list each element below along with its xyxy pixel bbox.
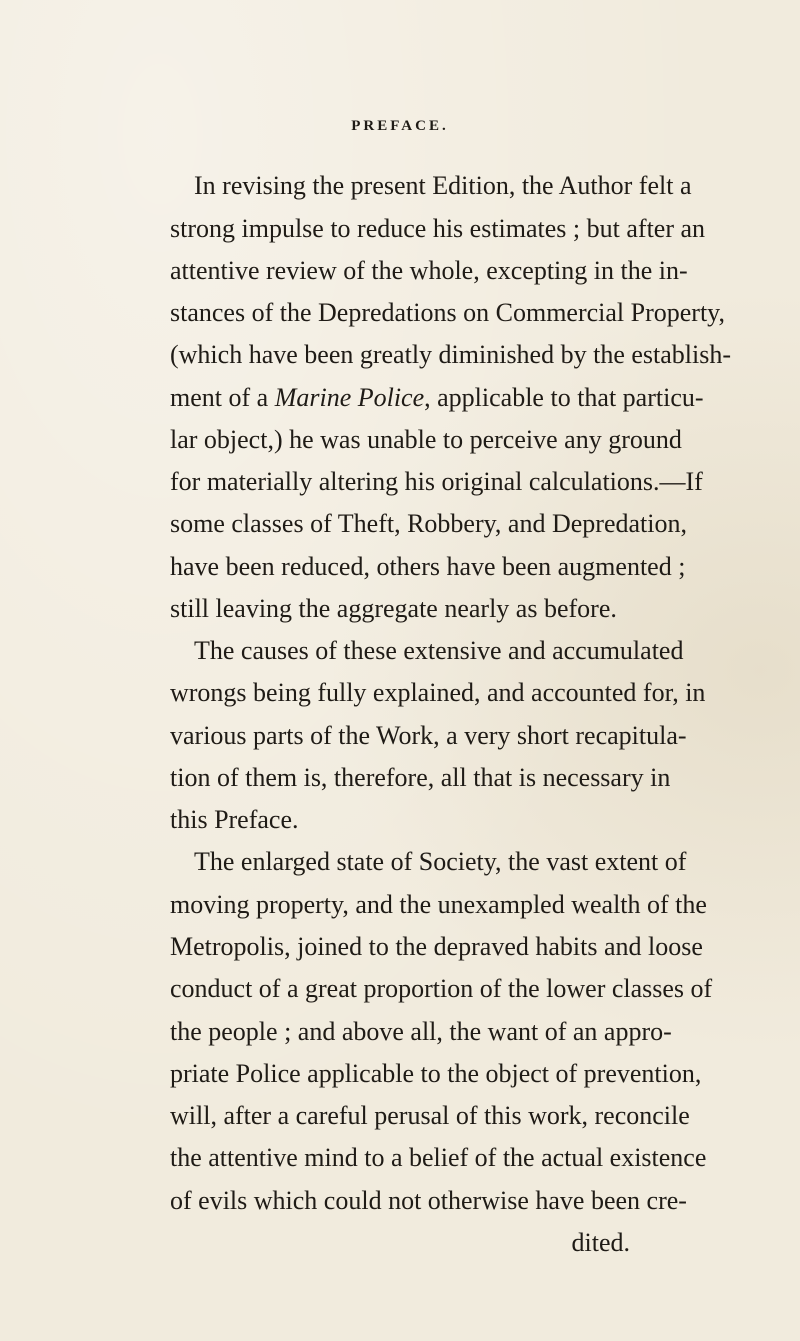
text-line: for materially altering his original calculations.—If [170, 467, 703, 496]
text-line: will, after a careful perusal of this work, reconcile [170, 1101, 690, 1130]
text-line: Metropolis, joined to the depraved habits and loose [170, 932, 703, 961]
text-line: The enlarged state of Society, the vast extent of [194, 847, 687, 876]
text-line: priate Police applicable to the object of prevention, [170, 1059, 702, 1088]
page-heading: PREFACE. [351, 118, 449, 134]
text-line [170, 382, 704, 414]
text-segment: ment of a [170, 383, 275, 412]
text-line: conduct of a great proportion of the lower classes of [170, 974, 713, 1003]
text-line: The causes of these extensive and accumulated [194, 636, 684, 665]
text-segment: , applicable to that particu- [424, 383, 704, 412]
text-line: strong impulse to reduce his estimates ; but after an [170, 214, 706, 243]
text-line: some classes of Theft, Robbery, and Depredation, [170, 509, 687, 538]
text-line: wrongs being fully explained, and accounted for, in [170, 678, 706, 707]
text-line: various parts of the Work, a very short recapitula- [170, 721, 687, 750]
text-line: (which have been greatly diminished by the establish- [170, 340, 732, 369]
text-line: In revising the present Edition, the Author felt a [194, 171, 692, 200]
text-line: this Preface. [170, 805, 299, 834]
text-line: tion of them is, therefore, all that is necessary in [170, 763, 671, 792]
text-line: stances of the Depredations on Commercial Property, [170, 298, 725, 327]
text-line: the attentive mind to a belief of the actual existence [170, 1143, 707, 1172]
text-line: moving property, and the unexampled wealth of the [170, 890, 707, 919]
text-line: lar object,) he was unable to perceive any ground [170, 425, 682, 454]
text-line: of evils which could not otherwise have been cre- [170, 1186, 687, 1215]
text-line: have been reduced, others have been augmented ; [170, 552, 686, 581]
italic-term: Marine Police [274, 383, 425, 412]
text-line: dited. [571, 1228, 630, 1257]
text-line: attentive review of the whole, excepting in the in- [170, 256, 688, 285]
text-line: still leaving the aggregate nearly as before. [170, 594, 617, 623]
text-line: the people ; and above all, the want of an appro- [170, 1017, 672, 1046]
